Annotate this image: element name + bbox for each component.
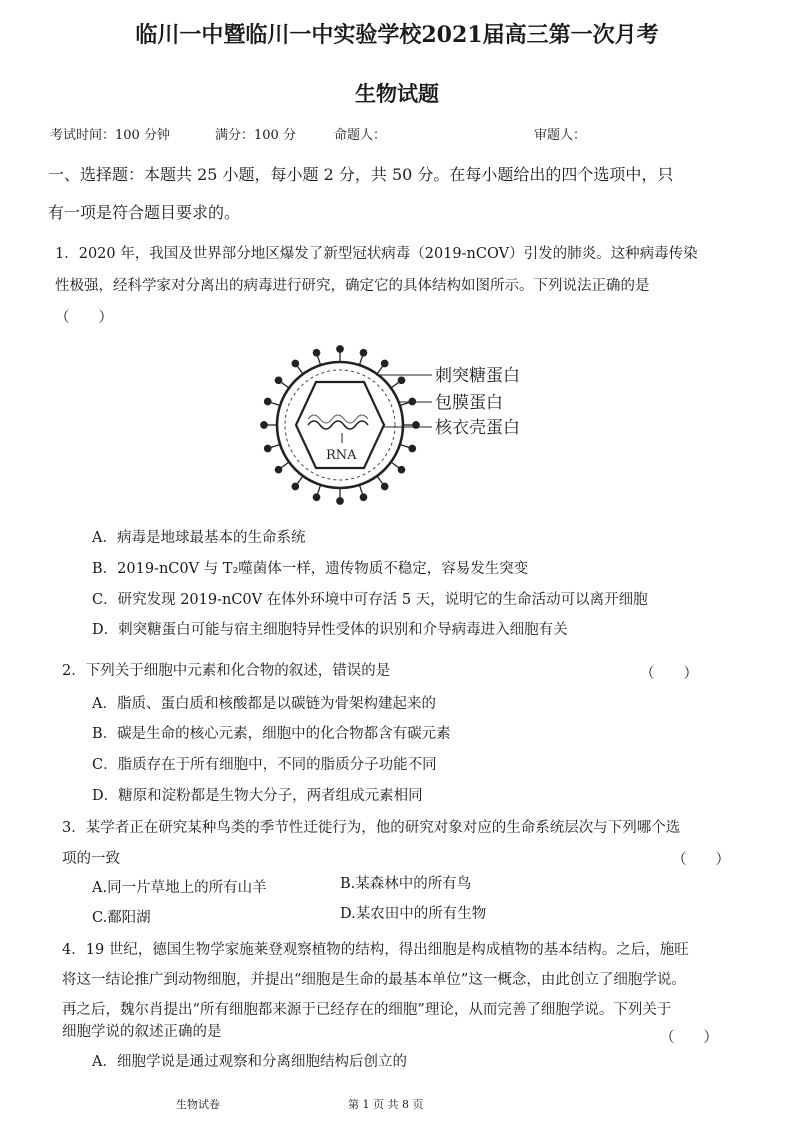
q2-option-c: C．脂质存在于所有细胞中，不同的脂质分子功能不同: [92, 757, 437, 773]
spike-head: [360, 494, 366, 500]
spike-head: [337, 346, 343, 352]
footer-subject: 生物试卷: [176, 1098, 220, 1111]
q3-option-a: A.同一片草地上的所有山羊: [92, 880, 267, 896]
spike-head: [292, 360, 298, 366]
footer-page-number: 第 1 页 共 8 页: [348, 1098, 424, 1111]
q4-stem-cont3: 细胞学说的叙述正确的是: [62, 1024, 222, 1040]
rna-strand: [308, 421, 368, 429]
q3-option-c: C.鄱阳湖: [92, 910, 151, 926]
spike-head: [275, 377, 281, 383]
q3-option-b: B.某森林中的所有鸟: [340, 876, 472, 892]
q4-stem: 4．19 世纪，德国生物学家施莱登观察植物的结构，得出细胞是构成植物的基本结构。之后，施旺: [62, 942, 689, 958]
envelope-protein-label: 包膜蛋白: [435, 393, 503, 413]
spike-head: [398, 377, 404, 383]
reviewer-label: 审题人：: [534, 128, 587, 143]
q1-stem: 1．2020 年，我国及世界部分地区爆发了新型冠状病毒（2019-nCOV）引发的肺炎。这种病毒传染: [55, 246, 698, 262]
q4-answer-paren: （ ）: [660, 1030, 718, 1046]
q2-option-a: A．脂质、蛋白质和核酸都是以碳链为骨架构建起来的: [92, 696, 436, 712]
full-score: 满分：100 分: [215, 128, 296, 143]
rna-label: RNA: [326, 448, 357, 463]
q2-option-b: B．碳是生命的核心元素，细胞中的化合物都含有碳元素: [92, 726, 451, 742]
spike-head: [360, 350, 366, 356]
section-heading-cont: 有一项是符合题目要求的。: [48, 203, 241, 222]
section-heading: 一、选择题：本题共 25 小题，每小题 2 分，共 50 分。在每小题给出的四个选项中，只: [48, 165, 674, 184]
q4-stem-cont2: 再之后，魏尔肖提出“所有细胞都来源于已经存在的细胞”理论，从而完善了细胞学说。下列关于: [62, 1002, 672, 1018]
q1-stem-cont: 性极强，经科学家对分离出的病毒进行研究，确定它的具体结构如图所示。下列说法正确的是: [55, 278, 650, 294]
inner-membrane: [285, 370, 395, 480]
q3-answer-paren: （ ）: [672, 852, 730, 868]
q2-answer-paren: （ ）: [640, 666, 698, 682]
spike-head: [337, 498, 343, 504]
spike-head: [265, 398, 271, 404]
q1-option-d: D．刺突糖蛋白可能与宿主细胞特异性受体的识别和介导病毒进入细胞有关: [92, 622, 568, 638]
spike-head: [292, 483, 298, 489]
setter-label: 命题人：: [334, 128, 387, 143]
q4-option-a: A．细胞学说是通过观察和分离细胞结构后创立的: [92, 1054, 407, 1070]
spike-head: [261, 422, 267, 428]
page-title: 临川一中暨临川一中实验学校2021届高三第一次月考: [135, 22, 659, 48]
q1-option-b: B．2019-nC0V 与 T₂噬菌体一样，遗传物质不稳定，容易发生突变: [92, 561, 529, 577]
spike-head: [398, 466, 404, 472]
spike-head: [265, 445, 271, 451]
q1-option-c: C．研究发现 2019-nC0V 在体外环境中可存活 5 天，说明它的生命活动可以离开细胞: [92, 592, 648, 608]
q1-answer-paren: （ ）: [55, 310, 113, 326]
spike-head: [275, 466, 281, 472]
q2-stem-text: 2．下列关于细胞中元素和化合物的叙述，错误的是: [62, 663, 391, 679]
exam-time: 考试时间：100 分钟: [50, 128, 170, 143]
spike-head: [409, 445, 415, 451]
q3-option-d: D.某农田中的所有生物: [340, 906, 487, 922]
page-subtitle: 生物试题: [355, 81, 439, 106]
spike-head: [313, 494, 319, 500]
spike-head: [313, 350, 319, 356]
q4-stem-cont1: 将这一结论推广到动物细胞，并提出“细胞是生命的最基本单位”这一概念，由此创立了细胞学说。: [62, 972, 686, 988]
q3-stem-cont: 项的一致: [62, 851, 120, 867]
q1-option-a: A．病毒是地球最基本的生命系统: [92, 530, 306, 546]
spike-head: [381, 483, 387, 489]
spike-glycoprotein-label: 刺突糖蛋白: [435, 366, 520, 386]
virus-diagram: [260, 345, 550, 505]
q2-option-d: D．糖原和淀粉都是生物大分子，两者组成元素相同: [92, 788, 423, 804]
spike-head: [381, 360, 387, 366]
q3-stem: 3．某学者正在研究某种鸟类的季节性迁徙行为，他的研究对象对应的生命系统层次与下列哪个选: [62, 820, 681, 836]
nucleocapsid-protein-label: 核衣壳蛋白: [435, 418, 520, 438]
